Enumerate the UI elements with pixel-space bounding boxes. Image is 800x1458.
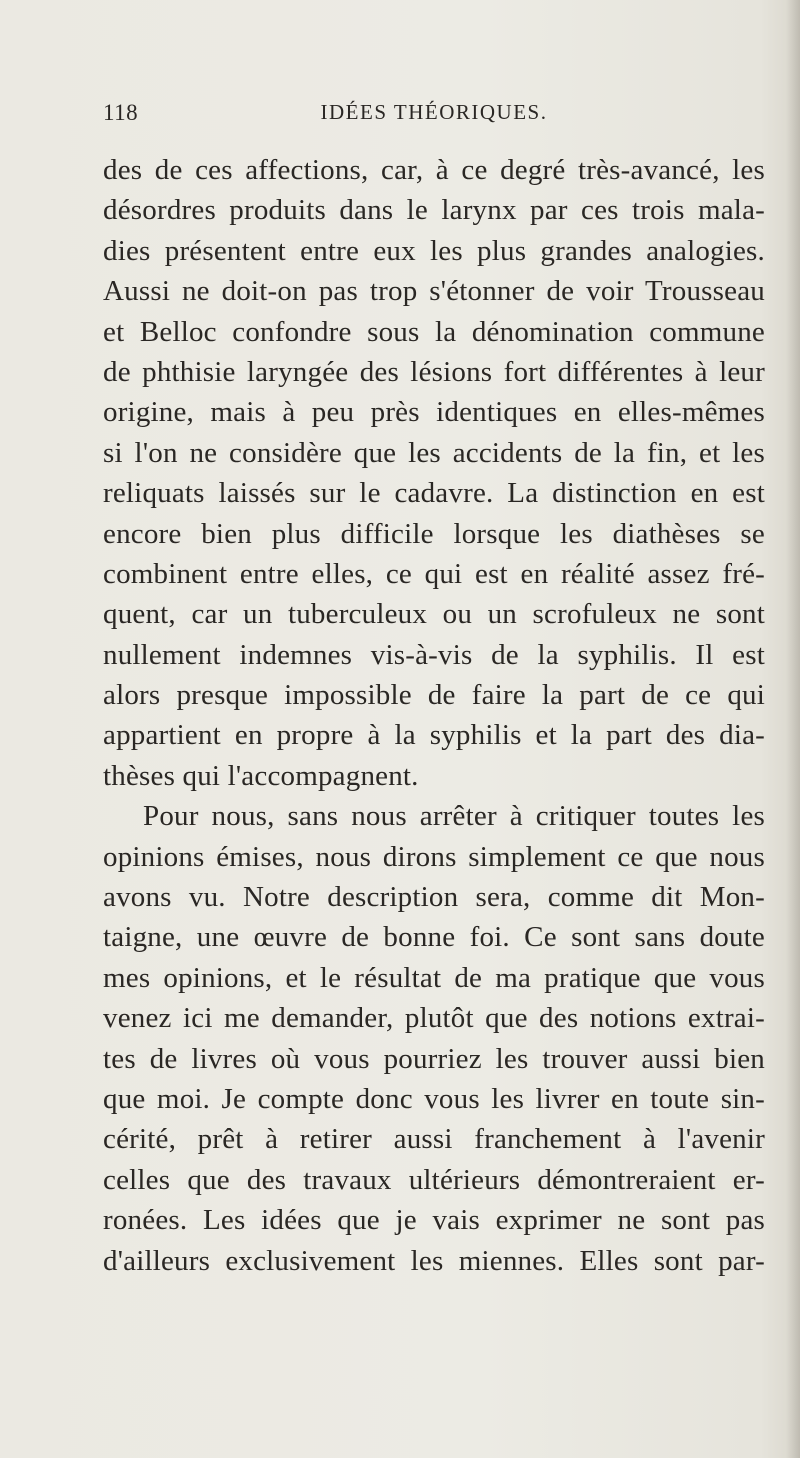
text-line: et Belloc confondre sous la dénomination commune [103, 315, 765, 348]
text-line: taigne, une œuvre de bonne foi. Ce sont sans doute [103, 921, 765, 954]
text-line: encore bien plus difficile lorsque les diathèses se [103, 517, 765, 550]
text-line: reliquats laissés sur le cadavre. La distinction en est [103, 477, 765, 510]
text-line: si l'on ne considère que les accidents de la fin, et les [103, 436, 765, 469]
text-line: désordres produits dans le larynx par ces trois mala- [103, 194, 765, 227]
page-number: 118 [103, 100, 139, 125]
text-line: d'ailleurs exclusivement les miennes. Elles sont par- [103, 1244, 765, 1277]
text-line: des de ces affections, car, à ce degré très-avancé, les [103, 154, 765, 186]
text-line: Pour nous, sans nous arrêter à critiquer toutes les [143, 800, 765, 833]
text-line: cérité, prêt à retirer aussi franchement à l'avenir [103, 1123, 765, 1156]
text-line: thèses qui l'accompagnent. [103, 759, 419, 792]
body-text [103, 150, 765, 1281]
text-line: alors presque impossible de faire la part de ce qui [103, 679, 765, 712]
text-line: origine, mais à peu près identiques en elles-mêmes [103, 396, 765, 429]
text-line: ronées. Les idées que je vais exprimer ne sont pas [103, 1204, 765, 1237]
text-line: mes opinions, et le résultat de ma pratique que vous [103, 961, 765, 994]
text-line: Aussi ne doit-on pas trop s'étonner de voir Trousseau [103, 275, 765, 308]
text-line: quent, car un tuberculeux ou un scrofuleux ne sont [103, 598, 765, 631]
text-line: dies présentent entre eux les plus grandes analogies. [103, 234, 765, 267]
page-edge-shadow [786, 0, 800, 1458]
page-header [103, 100, 765, 134]
text-line: de phthisie laryngée des lésions fort différentes à leur [103, 355, 765, 388]
text-line: opinions émises, nous dirons simplement ce que nous [103, 840, 765, 873]
text-line: tes de livres où vous pourriez les trouver aussi bien [103, 1042, 765, 1075]
text-line: venez ici me demander, plutôt que des notions extrai- [103, 1002, 765, 1035]
text-line: nullement indemnes vis-à-vis de la syphilis. Il est [103, 638, 765, 671]
text-line: appartient en propre à la syphilis et la part des dia- [103, 719, 765, 752]
text-line: celles que des travaux ultérieurs démontreraient er- [103, 1163, 765, 1196]
text-line: que moi. Je compte donc vous les livrer en toute sin- [103, 1082, 765, 1115]
running-title: IDÉES THÉORIQUES. [320, 100, 548, 124]
text-line: combinent entre elles, ce qui est en réalité assez fré- [103, 557, 765, 590]
text-line: avons vu. Notre description sera, comme dit Mon- [103, 881, 765, 914]
